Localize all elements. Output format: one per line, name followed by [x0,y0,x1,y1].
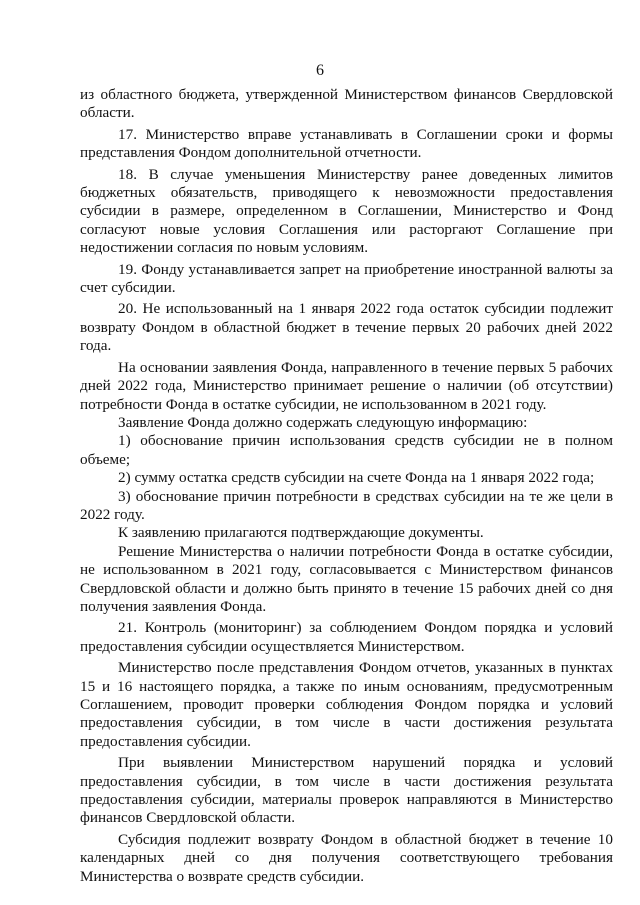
paragraph-item-19: 19. Фонду устанавливается запрет на приобретение иностранной валюты за счет субсидии. [80,260,613,297]
paragraph-item-21: 21. Контроль (мониторинг) за соблюдением Фондом порядка и условий предоставления субсидии осуществляется Министерством. [80,619,613,655]
paragraph-ministry-decision: Решение Министерства о наличии потребности Фонда в остатке субсидии, не использованном в 2021 году, согласовывается с Министерством финансов Свердловской области и должно быть принято в течение 15 рабочих дней со дня получения заявления Фонда. [80,542,613,615]
paragraph-refund: Субсидия подлежит возврату Фондом в областной бюджет в течение 10 календарных дней со дня получения соответствующего требования Министерства о возврате средств субсидии. [80,830,613,885]
paragraph-item-20: 20. Не использованный на 1 января 2022 года остаток субсидии подлежит возврату Фондом в областной бюджет в течение первых 20 рабочих дней 2022 года. [80,300,613,355]
paragraph-violations: При выявлении Министерством нарушений порядка и условий предоставления субсидии, в том числе в части достижения результата предоставления субсидии, материалы проверок направляются в Министерство финансов Свердловской области. [80,754,613,827]
paragraph-application-contents: Заявление Фонда должно содержать следующую информацию: [118,413,528,431]
paragraph-item-17: 17. Министерство вправе устанавливать в Соглашении сроки и формы представления Фондом дополнительной отчетности. [80,125,613,162]
paragraph-fund-application: На основании заявления Фонда, направленного в течение первых 5 рабочих дней 2022 года, Министерство принимает решение о наличии (об отсутствии) потребности Фонда в остатке субсидии, не использованном в 2021 году. [80,358,613,413]
paragraph-item-18: 18. В случае уменьшения Министерству ранее доведенных лимитов бюджетных обязательств, приводящего к невозможности предоставления субсидии в размере, определенном в Соглашении, Министерство и Фонд согласуют новые условия Соглашения или расторгают Соглашение при недостижении согласия по новым условиям. [80,165,613,257]
document-body [80,86,613,886]
list-item-1: 1) обоснование причин использования средств субсидии не в полном объеме; [80,432,613,468]
paragraph-continuation: из областного бюджета, утвержденной Министерством финансов Свердловской области. [80,86,613,122]
list-item-3: 3) обоснование причин потребности в средствах субсидии на те же цели в 2022 году. [80,487,613,523]
list-item-2: 2) сумму остатка средств субсидии на счете Фонда на 1 января 2022 года; [118,469,595,487]
paragraph-attachments: К заявлению прилагаются подтверждающие документы. [118,524,484,542]
paragraph-inspections: Министерство после представления Фондом отчетов, указанных в пунктах 15 и 16 настоящего порядка, а также по иным основаниям, предусмотренным Соглашением, проводит проверки соблюдения Фондом порядка и условий предоставления субсидии, в том числе в части достижения результата предоставления субсидии. [80,659,613,750]
page-number: 6 [316,62,324,79]
